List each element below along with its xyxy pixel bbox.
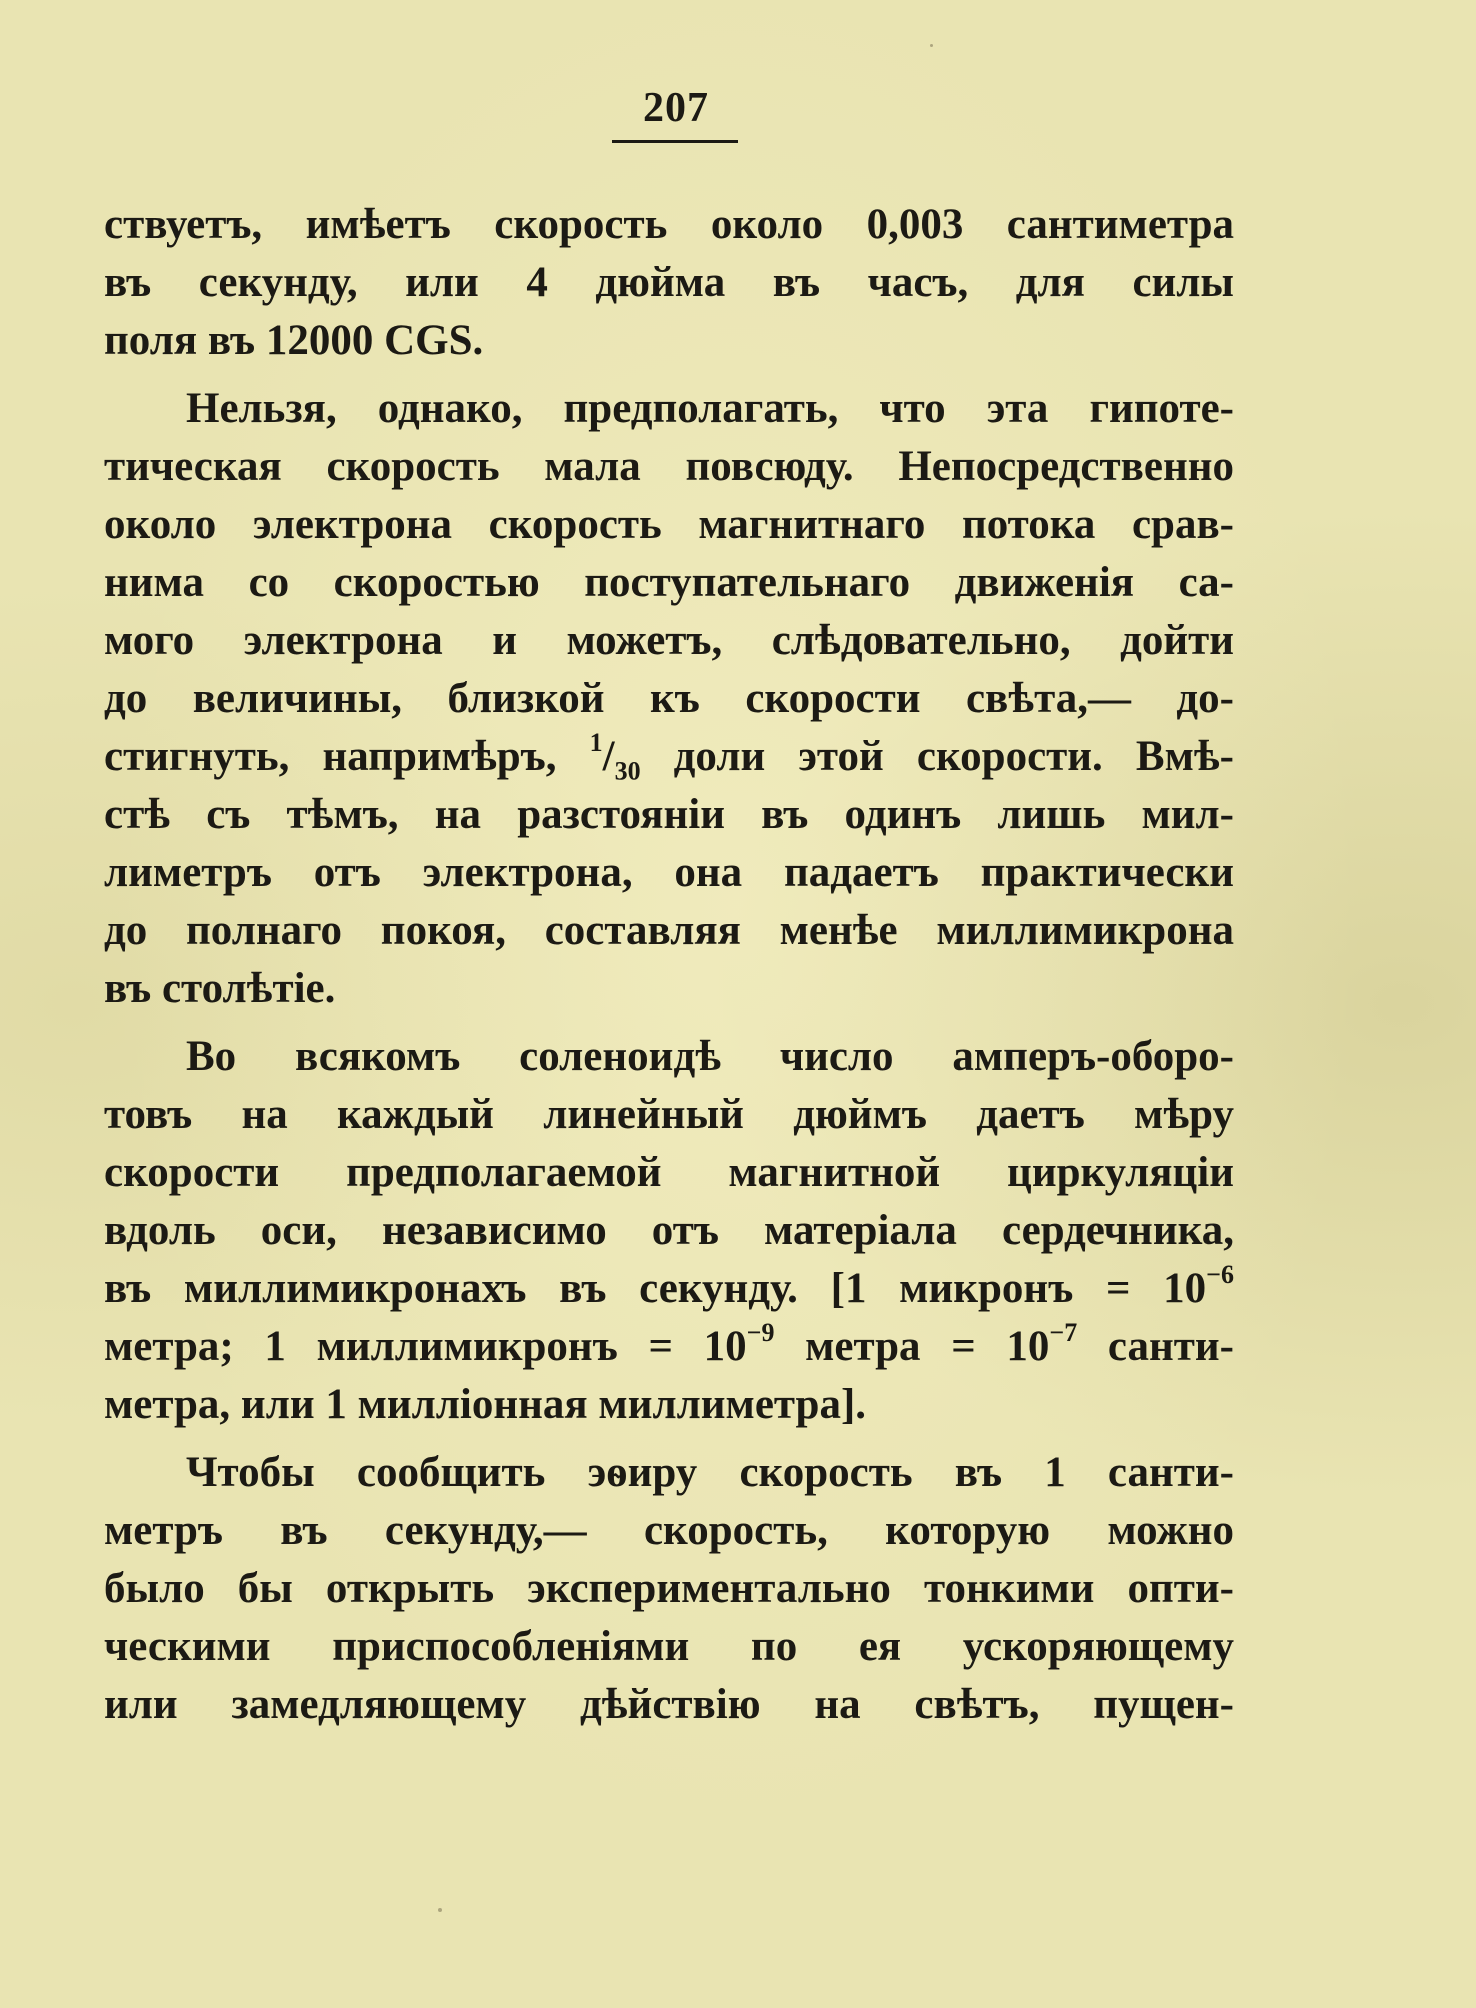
text-fragment: санти- (1077, 1323, 1234, 1370)
text-line-with-exponent (104, 1318, 1234, 1376)
exponent: −7 (1049, 1317, 1078, 1347)
text-line: вдоль оси, независимо отъ матеріала сердечника, (104, 1207, 1234, 1254)
text-line: въ секунду, или 4 дюйма въ часъ, для силы (104, 259, 1234, 306)
text-line-with-exponent (104, 1260, 1234, 1318)
body-text (104, 196, 1234, 1734)
text-line: тическая скорость мала повсюду. Непосредственно (104, 443, 1234, 490)
text-line: скорости предполагаемой магнитной циркуляціи (104, 1149, 1234, 1196)
text-line: стѣ съ тѣмъ, на разстояніи въ одинъ лишь мил- (104, 791, 1234, 838)
paper-speck (438, 1908, 442, 1912)
text-line-with-fraction: стигнуть, напримѣръ, $^1/_{30}$ доли этой скорости. Вмѣ- (104, 727, 1235, 786)
text-fragment: въ миллимикронахъ въ секунду. [1 микронъ = 10 (104, 1265, 1207, 1312)
text-line: ческими приспособленіями по ея ускоряющему (104, 1623, 1234, 1670)
paper-speck (930, 44, 933, 47)
text-line: было бы открыть экспериментально тонкими опти- (104, 1565, 1234, 1612)
text-line: въ столѣтіе. (104, 965, 336, 1012)
page-number: 207 (643, 85, 709, 131)
text-fragment: доли этой скорости. Вмѣ- (673, 733, 1235, 780)
text-line: метра, или 1 милліонная миллиметра]. (104, 1381, 867, 1428)
text-line: Чтобы сообщить эѳиру скорость въ 1 санти- (186, 1449, 1234, 1496)
text-line: до полнаго покоя, составляя менѣе миллимикрона (104, 907, 1234, 954)
text-line: или замедляющему дѣйствію на свѣтъ, пущен- (104, 1681, 1234, 1728)
text-fragment: метра = 10 (774, 1323, 1050, 1370)
paragraph-2 (104, 380, 1234, 1018)
text-line: до величины, близкой къ скорости свѣта,— до- (104, 675, 1234, 722)
text-line: Во всякомъ соленоидѣ число амперъ-оборо- (186, 1033, 1234, 1080)
paragraph-3 (104, 1028, 1234, 1434)
paragraph-4 (104, 1444, 1234, 1734)
paragraph-1 (104, 196, 1234, 370)
fraction-denominator: 30 (614, 756, 641, 786)
exponent: −9 (746, 1317, 775, 1347)
fraction-numerator: 1 (589, 727, 603, 757)
text-line: Нельзя, однако, предполагать, что эта гипоте- (186, 385, 1234, 432)
text-fragment: метра; 1 миллимикронъ = 10 (104, 1323, 747, 1370)
text-line: мого электрона и можетъ, слѣдовательно, дойти (104, 617, 1234, 664)
text-line: около электрона скорость магнитнаго потока срав- (104, 501, 1234, 548)
text-line: нима со скоростью поступательнаго движенія са- (104, 559, 1234, 606)
text-line: ствуетъ, имѣетъ скорость около 0,003 сантиметра (104, 201, 1234, 248)
exponent: −6 (1206, 1259, 1234, 1289)
text-line: лиметръ отъ электрона, она падаетъ практически (104, 849, 1234, 896)
text-line: метръ въ секунду,— скорость, которую можно (104, 1507, 1234, 1554)
text-line: поля въ 12000 CGS. (104, 317, 484, 364)
text-line: товъ на каждый линейный дюймъ даетъ мѣру (104, 1091, 1234, 1138)
text-fragment: стигнуть, напримѣръ, (104, 733, 590, 780)
page-number-underline (612, 140, 738, 143)
